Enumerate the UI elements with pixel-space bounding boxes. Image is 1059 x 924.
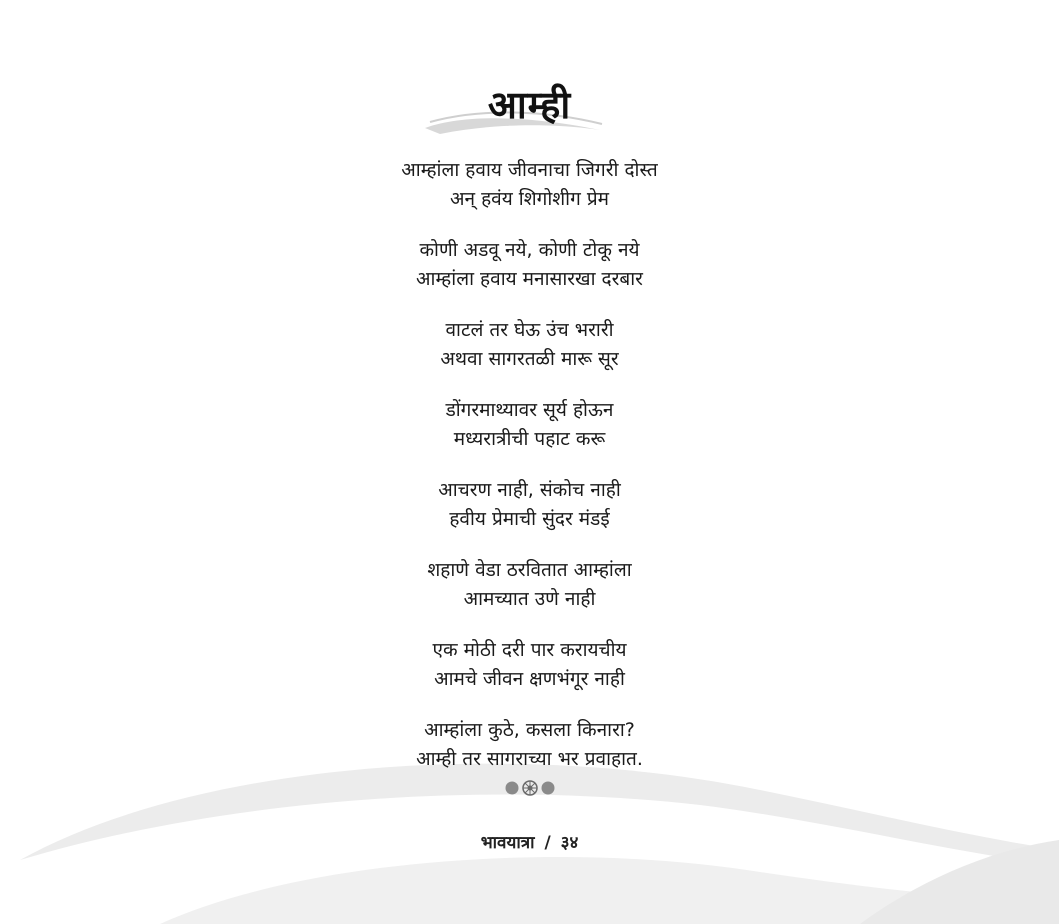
page-number: ३४ bbox=[560, 833, 579, 853]
poem-line: आम्हांला कुठे, कसला किनारा? bbox=[424, 719, 635, 741]
poem-line: आम्ही तर सागराच्या भर प्रवाहात. bbox=[416, 748, 643, 770]
stanza bbox=[0, 556, 1059, 614]
stanza bbox=[0, 236, 1059, 294]
stanza bbox=[0, 316, 1059, 374]
stanza bbox=[0, 156, 1059, 214]
poem-line: अथवा सागरतळी मारू सूर bbox=[440, 348, 619, 370]
poem-line: आम्हांला हवाय जीवनाचा जिगरी दोस्त bbox=[401, 159, 658, 181]
stanza bbox=[0, 636, 1059, 694]
poem-line: आचरण नाही, संकोच नाही bbox=[438, 479, 621, 501]
page-footer bbox=[0, 830, 1059, 853]
poem-line: एक मोठी दरी पार करायचीय bbox=[432, 639, 627, 661]
poem-title: आम्ही bbox=[487, 83, 572, 127]
poem-line: डोंगरमाथ्यावर सूर्य होऊन bbox=[445, 399, 614, 421]
flower-dots-ornament-icon bbox=[0, 778, 1059, 802]
stanza bbox=[0, 476, 1059, 534]
poem-line: आमच्यात उणे नाही bbox=[463, 588, 596, 610]
footer-separator: / bbox=[544, 833, 551, 853]
poem-line: अन् हवंय शिगोशीग प्रेम bbox=[449, 188, 610, 210]
ornament-graphic bbox=[500, 778, 560, 798]
poem-line: शहाणे वेडा ठरवितात आम्हांला bbox=[427, 559, 632, 581]
poem-line: आमचे जीवन क्षणभंगूर नाही bbox=[434, 668, 625, 690]
poem-line: आम्हांला हवाय मनासारखा दरबार bbox=[416, 268, 643, 290]
stanza bbox=[0, 396, 1059, 454]
book-name: भावयात्रा bbox=[480, 833, 535, 853]
poem-line: हवीय प्रेमाची सुंदर मंडई bbox=[449, 508, 610, 530]
poem-body bbox=[0, 156, 1059, 796]
stanza bbox=[0, 716, 1059, 774]
poem-line: कोणी अडवू नये, कोणी टोकू नये bbox=[419, 239, 640, 261]
poem-line: वाटलं तर घेऊ उंच भरारी bbox=[445, 319, 614, 341]
poem-line: मध्यरात्रीची पहाट करू bbox=[453, 428, 606, 450]
